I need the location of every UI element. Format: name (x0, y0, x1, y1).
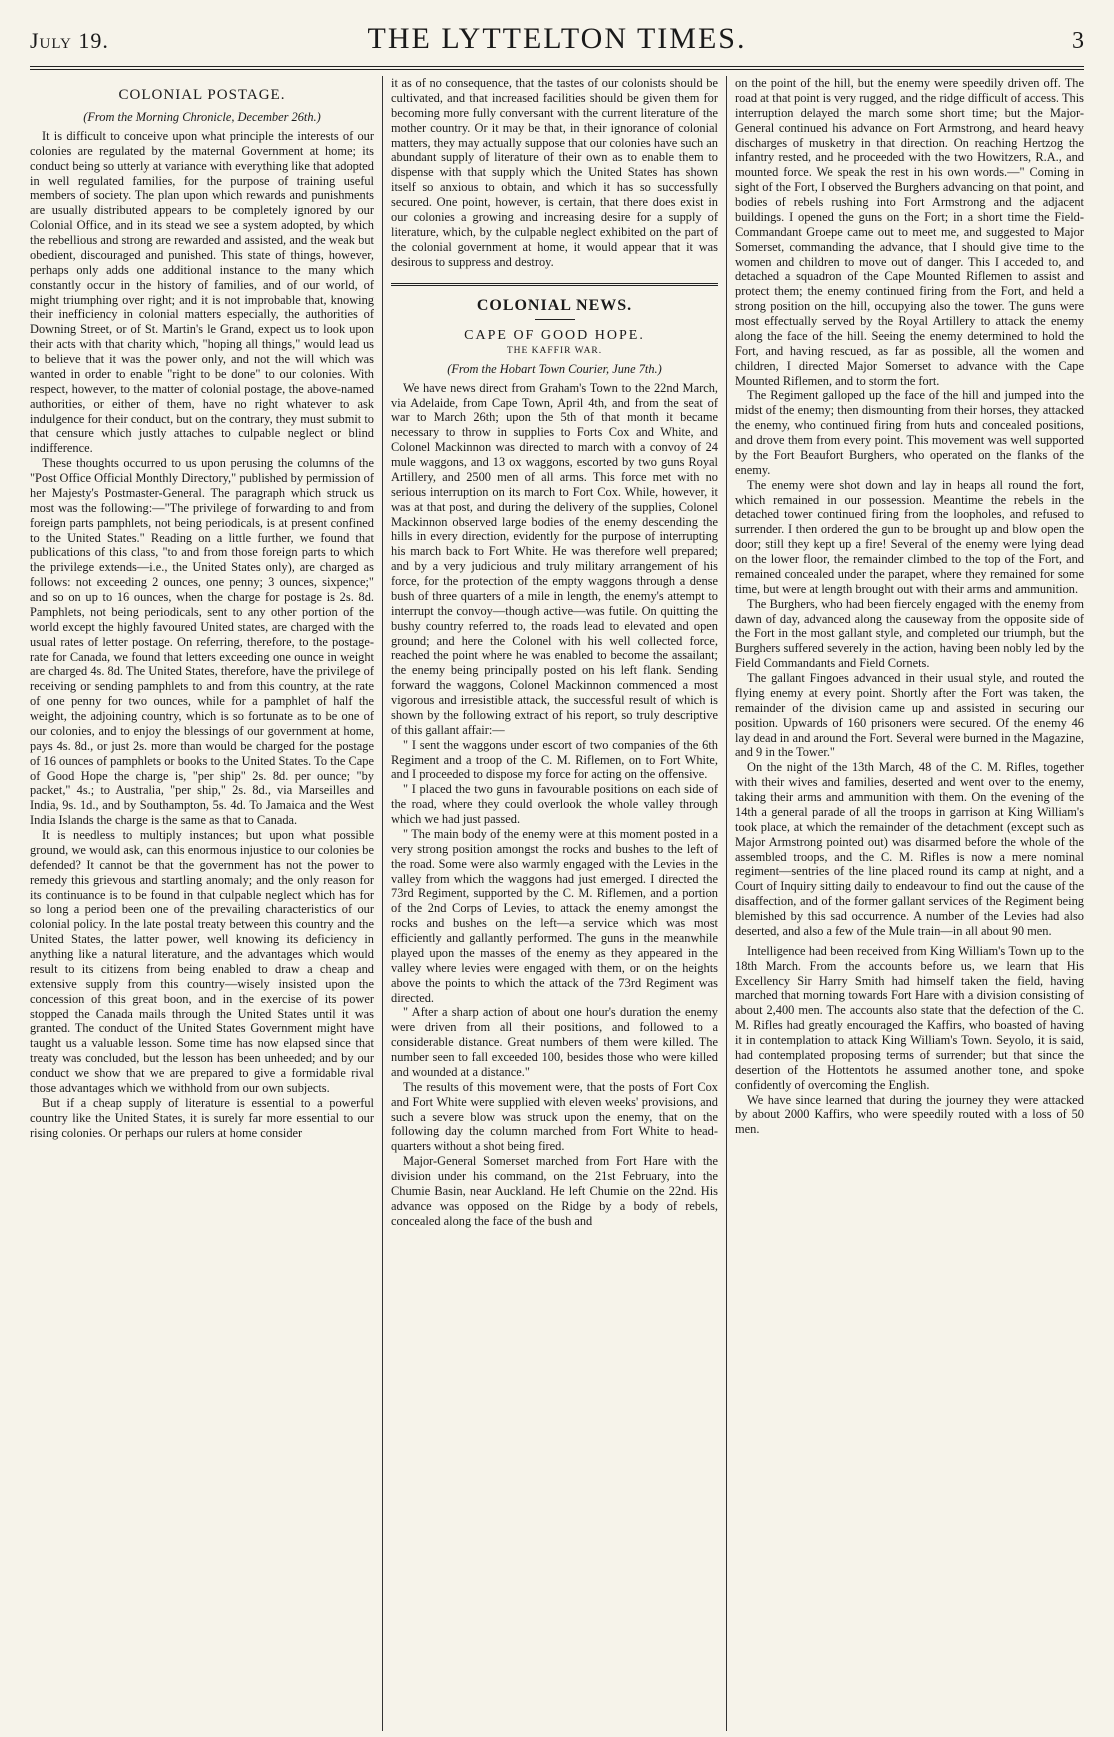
subheading-kaffir-war: THE KAFFIR WAR. (506, 346, 603, 357)
masthead-rule (30, 66, 1084, 67)
article-paragraph: We have news direct from Graham's Town to the 22nd March, via Adelaide, from Cape Town, April 4th, and from the seat of war to March 26th; upon the 5th of that month it became necessary to throw in supplies to Forts Cox and White, and Colonel Mackinnon was directed to march with a convoy of 24 mule waggons, and 13 ox waggons, escorted by two guns Royal Artillery, and 2500 men of all arms. This force met with no serious interruption on its march to Fort Cox. While, however, it was at that post, and during the delivery of the supplies, Colonel Mackinnon observed large bodies of the enemy descending the hills in every direction, evidently for the purpose of interrupting his march back to Fort White. He was therefore well prepared; and by a very judicious and truly military arrangement of his force, for the protection of the empty waggons through a dense bush of three quarters of a mile in length, the enemy's attempt to interrupt the convoy—though active—was futile. On quitting the bushy country referred to, the roads lead to elevated and open ground; and here the Colonel with his well collected force, reached the point where he was enabled to become the assailant; the enemy being principally posted on his left flank. Sending forward the waggons, Colonel Mackinnon commenced a most vigorous and irresistible attack, the successful result of which is shown by the following extract of his report, so truly descriptive of this gallant affair:— (391, 380, 718, 737)
issue-date: July 19. (30, 28, 109, 53)
report-quote: " I placed the two guns in favourable positions on each side of the road, where they could overlook the whole valley through which we had just passed. (391, 782, 718, 826)
column-2 (382, 76, 726, 1731)
masthead (30, 22, 1084, 58)
article-paragraph-continued: it as of no consequence, that the tastes of our colonists should be cultivated, and that increased facilities should be given them for becoming more fully conversant with the current literature of the mother country. Or it may be that, in their ignorance of colonial matters, they may actually suppose that our colonies have such an abundant supply of literature of their own as to enable them to dispense with that supply which the United States has shown itself so anxious to obtain, and which it has so successfully secured. One point, however, is certain, that there does exist in our colonies a growing and increasing desire for a supply of literature, which, by the culpable neglect exhibited on the part of the colonial government at home, it would appear that it was desirous to suppress and destroy. (391, 76, 718, 269)
article-source-news: (From the Hobart Town Courier, June 7th.) (447, 361, 662, 376)
article-paragraph: The enemy were shot down and lay in heaps all round the fort, which remained in our possession. Meantime the rebels in the detached tower continued firing from the loopholes, and refused to surrender. I then ordered the gun to be brought up and blow open the door; still they kept up a fire! Several of the enemy were lying dead on the lower floor, the remainder climbed to the top of the Fort, and remained concealed under the parapet, where they remained for some time, but were at length brought out with their arms and ammunition. (735, 477, 1084, 596)
article-paragraph: The results of this movement were, that the posts of Fort Cox and Fort White were supplied with eleven weeks' provisions, and such a severe blow was struck upon the enemy, that on the following day the column marched from Fort White to head-quarters without a shot being fired. (391, 1079, 718, 1154)
article-paragraph: The Regiment galloped up the face of the hill and jumped into the midst of the enemy; then dismounting from their horses, they attacked the enemy, who continued firing from huts and concealed positions, and drove them from every point. This movement was well supported by the Fort Beaufort Burghers, who operated on the flanks of the enemy. (735, 388, 1084, 477)
subheading-cape: CAPE OF GOOD HOPE. (464, 327, 645, 343)
article-paragraph: These thoughts occurred to us upon perusing the columns of the "Post Office Official Monthly Directory," published by permission of her Majesty's Postmaster-General. The paragraph which struck us most was the following:—"The privilege of forwarding to and from foreign parts pamphlets, not being periodicals, is at present confined to the United States." Reading on a little further, we found that publications of this class, "to and from those foreign parts to which the privilege extends—i.e., the United States only), are charged as follows: not exceeding 2 ounces, one penny; 3 ounces, sixpence;" and so on up to 16 ounces, when the charge for postage is 2s. 8d. Pamphlets, not being periodicals, sent to any other portion of the world except the highly favoured United states, are charged with the usual rates of letter postage. On referring, therefore, to the postage-rate for Canada, we found that letters exceeding one ounce in weight are charged 4s. 8d. The United States, therefore, have the privilege of receiving or sending pamphlets to and from this country, at the rate of one penny for two ounces, while for a pamphlet of half the weight, the adjoining country, which is so fortunate as to be one of our colonies, and to enjoy the blessings of our government at home, pays 4s. 8d., or just 2s. more than would be charged for the postage of 16 ounces of pamphlets or books to the United States. To the Cape of Good Hope the charge is, "per ship" 2s. 8d. per ounce; "by packet," 4s.; to Australia, "per ship," 2s. 8d., via Marseilles and India, 9s. 1d., and by Southampton, 5s. 4d. To Jamaica and the West India Islands the charge is the same as that to Canada. (30, 456, 374, 828)
article-paragraph: Intelligence had been received from King William's Town up to the 18th March. From the accounts before us, we learn that His Excellency Sir Harry Smith had himself taken the field, having marched that morning towards Fort Hare with a division consisting of about 2,400 men. The accounts also state that the defection of the C. M. Rifles had greatly encouraged the Kaffirs, who boasted of having it in contemplation to attack King William's Town. Seyolo, it is said, had contemplated proposing terms of surrender; but that since the desertion of the Hottentots he assumed another tone, and spoke confidently of overcoming the English. (735, 943, 1084, 1092)
article-paragraph: It is difficult to conceive upon what principle the interests of our colonies are regulated by the maternal Government at home; its conduct being so utterly at variance with everything like that adopted in well regulated families, for the purpose of training useful members of society. The plan upon which rewards and punishments are usually distributed appears to be completely ignored by our Colonial Office, and in its stead we see a system adopted, by which the rebellious and strong are rewarded and assisted, and the weak but obedient, discouraged and punished. This state of things, however, perhaps only adds one additional instance to the many which constantly occur in the history of families, and of our world, of might triumphing over right; and it is not improbable that, knowing their inefficiency in colonial matters especially, the authorities of Downing Street, or of St. Martin's le Grand, expect us to look upon their acts with that charity which, "hoping all things," would lead us to believe that it was the power only, and not the will which was wanted in order to enable "right to be done" to our colonies. With respect, however, to the matter of colonial postage, the above-named authorities, or either of them, have no right whatever to ask indulgence for their conduct, but on the contrary, they must submit to that censure which justly attaches to culpable neglect or blind indifference. (30, 128, 374, 456)
report-quote: " I sent the waggons under escort of two companies of the 6th Regiment and a troop of the C. M. Riflemen, on to Fort White, and I proceeded to dispose my force for acting on the offensive. (391, 737, 718, 782)
report-quote: " The main body of the enemy were at this moment posted in a very strong position amongst the rocks and bushes to the left of the road. Some were also warmly engaged with the Levies in the valley from which the waggons had just emerged. I directed the 73rd Regiment, supported by the C. M. Riflemen, and a portion of the 2nd Corps of Levies, to attack the enemy amongst the rocks and bushes on the left—a service which was most efficiently and gallantly performed. The guns in the meanwhile played upon the masses of the enemy as they appeared in the valley where levies were engaged with them, or on the heights above the points to which the attack of the 73rd Regiment was directed. (391, 826, 718, 1005)
article-paragraph: On the night of the 13th March, 48 of the C. M. Rifles, together with their wives and families, deserted and went over to the enemy, taking their arms and ammunition with them. On the evening of the 14th a general parade of all the troops in garrison at King William's took place, at which the remainder of the detachment (except such as Major Armstrong pointed out) was disarmed before the whole of the assembled troops, and the C. M. Rifles is now a mere nominal regiment—sentries of the line placed round its camp at night, and a Court of Inquiry sitting daily to endeavour to find out the cause of the disaffection, and of the former gallant services of the Regiment being blemished by this sad occurrence. A number of the Levies had also deserted, and also a few of the Mule train—in all about 90 men. (735, 760, 1084, 938)
article-source-postage: (From the Morning Chronicle, December 26th.) (83, 110, 321, 124)
article-paragraph: It is needless to multiply instances; but upon what possible ground, we would ask, can this enormous injustice to our colonies be defended? It cannot be that the government has not the power to remedy this grievous and startling anomaly; and the only reason for its continuance is to be found in that culpable neglect which has for so long a period been one of the prevailing characteristics of our colonial policy. In the late postal treaty between this country and the United States, the latter power, well knowing its deficiency in anything like a natural literature, and the advantages which would result to its citizens from being enabled to draw a cheap and extensive supply from this country—wisely insisted upon the concession of this great boon, and in the exercise of its power stopped the Canada mails through the United States until it was granted. The conduct of the United States Government might have taught us a valuable lesson. Some time has now elapsed since that treaty was concluded, but the lesson has been unheeded; and by our conduct we show that we are prepared to give a formidable rival those advantages which we withhold from our own subjects. (30, 828, 374, 1095)
article-paragraph: But if a cheap supply of literature is essential to a powerful country like the United States, it is surely far more essential to our rising colonies. Or perhaps our rulers at home consider (30, 1095, 374, 1140)
newspaper-title: THE LYTTELTON TIMES. (367, 22, 747, 55)
article-paragraph: We have since learned that during the journey they were attacked by about 2000 Kaffirs, who were speedily routed with a loss of 50 men. (735, 1092, 1084, 1137)
column-1 (30, 76, 382, 1731)
section-separator (391, 283, 718, 286)
article-paragraph: Major-General Somerset marched from Fort Hare with the division under his command, on the 21st February, into the Chumie Basin, near Auckland. He left Chumie on the 22nd. His advance was opposed on the Ridge by a body of rebels, concealed along the face of the bush and (391, 1154, 718, 1228)
article-paragraph-continued: on the point of the hill, but the enemy were speedily driven off. The road at that point is very rugged, and the ridge difficult of access. This interruption delayed the march some short time; but the Major-General continued his advance on Fort Armstrong, and heard heavy discharges of musketry in that direction. On reaching Hertzog the infantry rested, and he proceeded with the two Howitzers, R.A., and mounted force. We speak the rest in his own words.—" Coming in sight of the Fort, I observed the Burghers advancing on that point, and bodies of rebels rushing into Fort Armstrong and the adjacent buildings. I opened the guns on the Fort; in a short time the Field-Commandant Groepe came out to meet me, and suggested to Major Somerset, commanding the advance, that I should give time to the women and children to move out of danger. This I acceded to, and detached a squadron of the Cape Mounted Riflemen to assist and protect them; the enemy continued firing from the Fort, and held a strong position on the hill, occupying also the tower. The guns were most effectually served by the Royal Artillery to attack the enemy along the face of the hill. Seeing the enemy determined to hold the Fort, and having rescued, as far as possible, all the women and children, I directed Major Somerset to advance with the Cape Mounted Riflemen, and to storm the fort. (735, 76, 1084, 388)
report-quote: " After a sharp action of about one hour's duration the enemy were driven from all their positions, and followed to a considerable distance. Great numbers of them were killed. The number seen to fall exceeded 100, besides those who were killed and wounded at a distance." (391, 1005, 718, 1079)
page-number: 3 (1072, 28, 1084, 54)
article-paragraph: The Burghers, who had been fiercely engaged with the enemy from dawn of day, advanced along the causeway from the opposite side of the Fort in the most gallant style, and completed our triumph, but the Burghers suffered severely in the action, having been nobly led by the Field Commandants and Field Cornets. (735, 596, 1084, 671)
article-heading-postage: COLONIAL POSTAGE. (118, 87, 286, 103)
article-paragraph: The gallant Fingoes advanced in their usual style, and routed the flying enemy at every point. Shortly after the Fort was taken, the remainder of the division came up and assisted in securing our position. Upwards of 160 prisoners were secured. Of the enemy 46 lay dead in and around the Fort. Several were burned in the Magazine, and 9 in the Tower." (735, 671, 1084, 760)
heading-rule (535, 319, 575, 320)
section-heading-colonial-news: COLONIAL NEWS. (476, 297, 633, 315)
columns (30, 76, 1084, 1731)
masthead-rule-lower (30, 69, 1084, 70)
column-3 (726, 76, 1084, 1731)
